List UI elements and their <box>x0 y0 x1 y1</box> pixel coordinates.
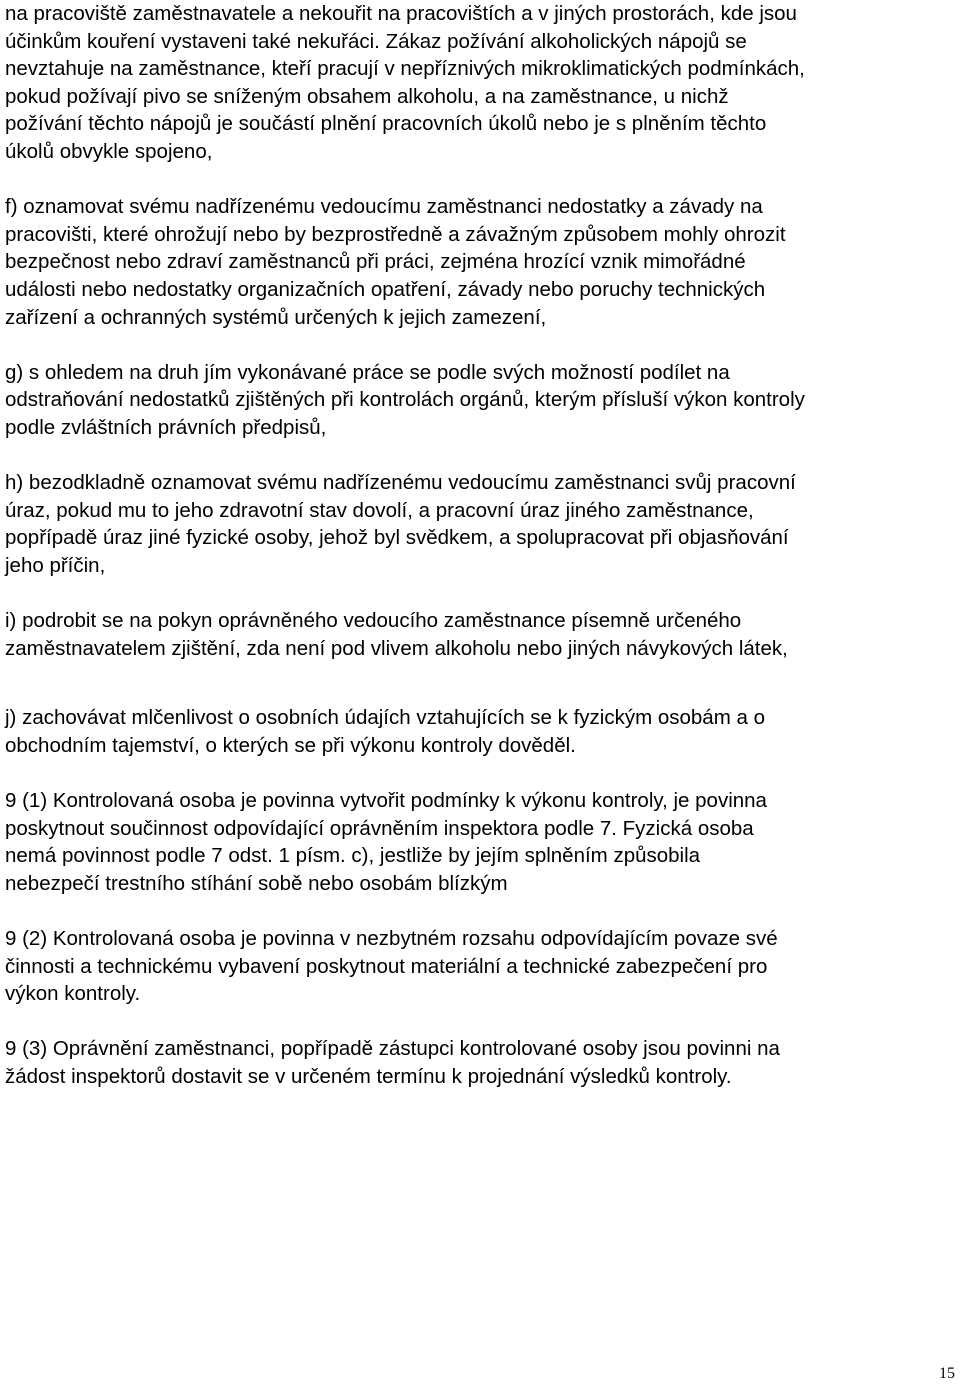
item-i-paragraph <box>5 607 955 662</box>
text-line: události nebo nedostatky organizačních opatření, závady nebo poruchy technických <box>5 277 766 301</box>
text-line: poskytnout součinnost odpovídající oprávněním inspektora podle 7. Fyzická osoba <box>5 816 754 840</box>
text-line: požívání těchto nápojů je součástí plnění pracovních úkolů nebo je s plněním těchto <box>5 112 767 136</box>
text-line: nemá povinnost podle 7 odst. 1 písm. c), jestliže by jejím splněním způsobila <box>5 844 701 868</box>
text-line: pokud požívají pivo se sníženým obsahem alkoholu, a na zaměstnance, u nichž <box>5 84 729 108</box>
paragraph-gap <box>5 662 955 704</box>
text-line: pracovišti, které ohrožují nebo by bezprostředně a závažným způsobem mohly ohrozit <box>5 222 786 246</box>
text-line: nebezpečí trestního stíhání sobě nebo osobám blízkým <box>5 871 508 895</box>
text-line: účinkům kouření vystaveni také nekuřáci. Zákaz požívání alkoholických nápojů se <box>5 29 747 53</box>
section-9-3-paragraph <box>5 1035 955 1090</box>
item-j-paragraph <box>5 704 955 759</box>
intro-paragraph <box>5 0 955 166</box>
text-line: podle zvláštních právních předpisů, <box>5 415 327 439</box>
text-line: 9 (2) Kontrolovaná osoba je povinna v nezbytném rozsahu odpovídajícím povaze své <box>5 927 778 950</box>
text-line: úraz, pokud mu to jeho zdravotní stav dovolí, a pracovní úraz jiného zaměstnance, <box>5 498 754 522</box>
paragraph-gap <box>5 1008 955 1036</box>
text-line: bezpečnost nebo zdraví zaměstnanců při práci, zejména hrozící vznik mimořádné <box>5 250 746 274</box>
paragraph-gap <box>5 897 955 925</box>
paragraph-gap <box>5 579 955 607</box>
text-line: žádost inspektorů dostavit se v určeném termínu k projednání výsledků kontroly. <box>5 1064 732 1088</box>
text-line: zařízení a ochranných systémů určených k jejich zamezení, <box>5 305 547 329</box>
text-line: odstraňování nedostatků zjištěných při kontrolách orgánů, kterým přísluší výkon kontroly <box>5 388 805 412</box>
paragraph-gap <box>5 331 955 359</box>
text-line: zaměstnavatelem zjištění, zda není pod vlivem alkoholu nebo jiných návykových látek, <box>5 636 788 660</box>
page-number: 15 <box>939 1365 955 1382</box>
text-line: na pracoviště zaměstnavatele a nekouřit na pracovištích a v jiných prostorách, kde jsou <box>5 2 797 25</box>
text-line: úkolů obvykle spojeno, <box>5 139 213 163</box>
text-line: popřípadě úraz jiné fyzické osoby, jehož byl svědkem, a spolupracovat při objasňování <box>5 526 789 550</box>
text-line: g) s ohledem na druh jím vykonávané práce se podle svých možností podílet na <box>5 360 730 384</box>
text-line: j) zachovávat mlčenlivost o osobních údajích vztahujících se k fyzickým osobám a o <box>5 706 765 730</box>
item-h-paragraph <box>5 469 955 579</box>
text-line: h) bezodkladně oznamovat svému nadřízenému vedoucímu zaměstnanci svůj pracovní <box>5 471 796 495</box>
text-line: 9 (1) Kontrolovaná osoba je povinna vytvořit podmínky k výkonu kontroly, je povinna <box>5 789 767 813</box>
text-line: nevztahuje na zaměstnance, kteří pracují v nepříznivých mikroklimatických podmínkách, <box>5 57 805 81</box>
text-line: výkon kontroly. <box>5 982 141 1006</box>
document-page <box>5 0 955 1091</box>
text-line: obchodním tajemství, o kterých se při výkonu kontroly dověděl. <box>5 733 576 757</box>
paragraph-gap <box>5 759 955 787</box>
text-line: jeho příčin, <box>5 553 106 577</box>
section-9-1-paragraph <box>5 787 955 897</box>
text-line: i) podrobit se na pokyn oprávněného vedoucího zaměstnance písemně určeného <box>5 609 742 633</box>
item-g-paragraph <box>5 359 955 442</box>
paragraph-gap <box>5 166 955 194</box>
item-f-paragraph <box>5 193 955 331</box>
paragraph-gap <box>5 442 955 470</box>
text-line: f) oznamovat svému nadřízenému vedoucímu zaměstnanci nedostatky a závady na <box>5 195 763 219</box>
text-line: 9 (3) Oprávnění zaměstnanci, popřípadě zástupci kontrolované osoby jsou povinni na <box>5 1037 780 1061</box>
section-9-2-paragraph <box>5 925 955 1008</box>
text-line: činnosti a technickému vybavení poskytnout materiální a technické zabezpečení pro <box>5 954 768 978</box>
